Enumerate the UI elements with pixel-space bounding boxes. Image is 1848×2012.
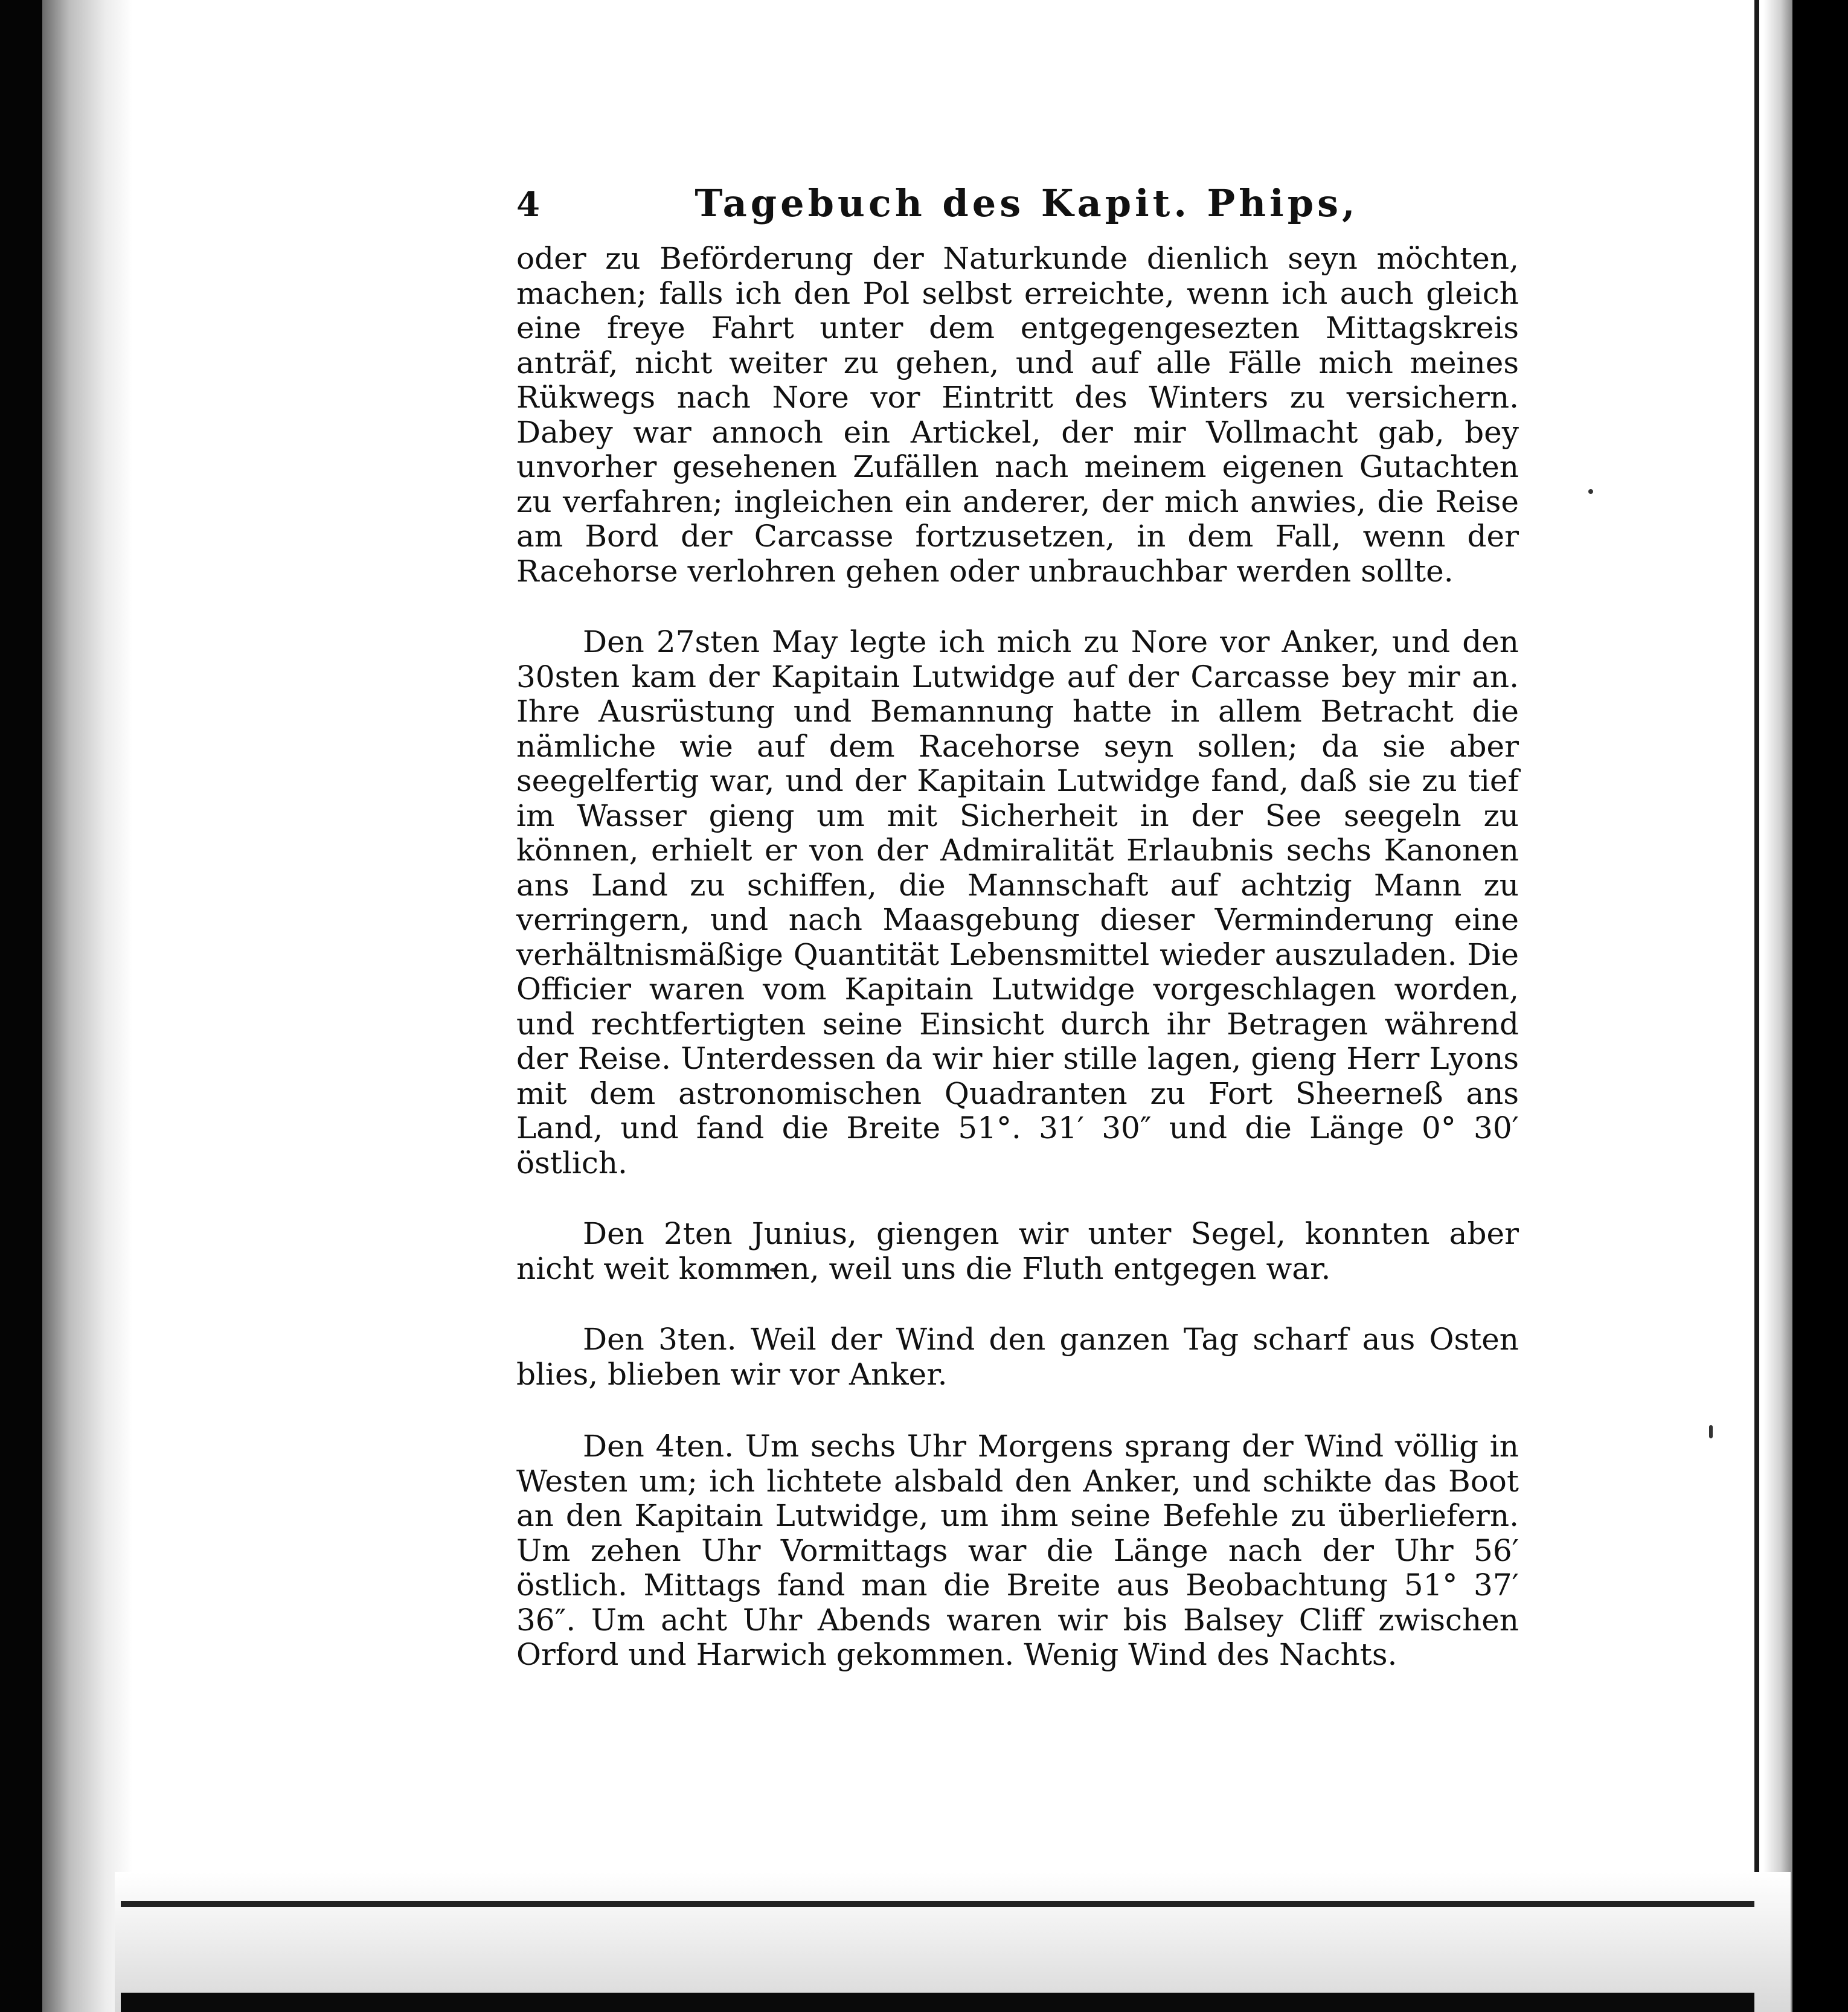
paragraph-2-june: Den 2ten Junius, giengen wir unter Segel, konnten aber nicht weit kommen, weil uns die Fluth entgegen war. — [516, 1216, 1519, 1286]
scan-speck — [1588, 489, 1593, 494]
running-title: Tagebuch des Kapit. Phips, — [695, 181, 1359, 225]
book-spine-edge — [1754, 0, 1759, 2012]
page-bottom-edge — [115, 1872, 1791, 2012]
scan-border-bottom — [121, 1993, 1754, 2012]
scan-speck — [1709, 1425, 1713, 1438]
page-edge-line — [121, 1901, 1754, 1907]
scan-shadow-right — [1763, 0, 1792, 2012]
page-number: 4 — [516, 185, 544, 225]
page-content — [516, 181, 1519, 1673]
scan-border-left — [0, 0, 42, 2012]
paragraph-3-june: Den 3ten. Weil der Wind den ganzen Tag scharf aus Osten blies, blieben wir vor Anker. — [516, 1322, 1519, 1392]
scan-border-right — [1792, 0, 1848, 2012]
scan-shadow-left — [42, 0, 133, 2012]
paragraph-4-june: Den 4ten. Um sechs Uhr Morgens sprang der Wind völlig in Westen um; ich lichtete alsbald den Anker, und schikte das Boot an den Kapitain Lutwidge, um ihm seine Befehle zu überliefern. Um zehen Uhr Vormittags war die Länge nach der Uhr 56′ östlich. Mittags fand man die Breite aus Beobachtung 51° 37′ 36″. Um acht Uhr Abends waren wir bis Balsey Cliff zwischen Orford und Harwich gekommen. Wenig Wind des Nachts. — [516, 1429, 1519, 1672]
running-head — [516, 181, 1519, 242]
paragraph-continuation: oder zu Beförderung der Naturkunde dienlich seyn möchten, machen; falls ich den Pol selbst erreichte, wenn ich auch gleich eine freye Fahrt unter dem entgegengesezten Mittagskreis anträf, nicht weiter zu gehen, und auf alle Fälle mich meines Rükwegs nach Nore vor Eintritt des Winters zu versichern. Dabey war annoch ein Artickel, der mir Vollmacht gab, bey unvorher gesehenen Zufällen nach meinem eigenen Gutachten zu verfahren; ingleichen ein anderer, der mich anwies, die Reise am Bord der Carcasse fortzusetzen, in dem Fall, wenn der Racehorse verlohren gehen oder unbrauchbar werden sollte. — [516, 241, 1519, 589]
paragraph-27-may: Den 27sten May legte ich mich zu Nore vor Anker, und den 30sten kam der Kapitain Lutwidge auf der Carcasse bey mir an. Ihre Ausrüstung und Bemannung hatte in allem Betracht die nämliche wie auf dem Racehorse seyn sollen; da sie aber seegelfertig war, und der Kapitain Lutwidge fand, daß sie zu tief im Wasser gieng um mit Sicherheit in der See seegeln zu können, erhielt er von der Admiralität Erlaubnis sechs Kanonen ans Land zu schiffen, die Mannschaft auf achtzig Mann zu verringern, und nach Maasgebung dieser Verminderung eine verhältnismäßige Quantität Lebensmittel wieder auszuladen. Die Officier waren vom Kapitain Lutwidge vorgeschlagen worden, und rechtfertigten seine Einsicht durch ihr Betragen während der Reise. Unterdessen da wir hier stille lagen, gieng Herr Lyons mit dem astronomischen Quadranten zu Fort Sheerneß ans Land, und fand die Breite 51°. 31′ 30″ und die Länge 0° 30′ östlich. — [516, 624, 1519, 1181]
